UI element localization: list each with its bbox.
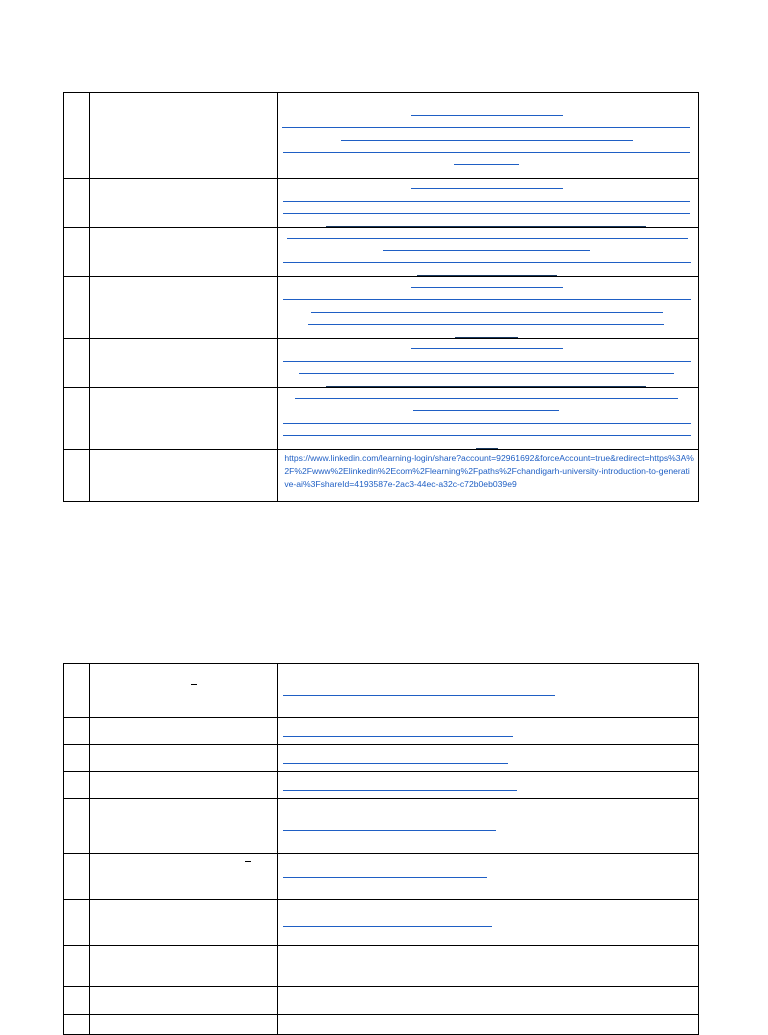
row-number-cell xyxy=(64,987,90,1015)
link-underline[interactable] xyxy=(411,115,563,116)
table-row xyxy=(64,718,699,745)
link-underline[interactable] xyxy=(283,435,691,436)
row-number-cell xyxy=(64,664,90,718)
link-underline[interactable] xyxy=(283,926,492,927)
link-cell[interactable] xyxy=(278,277,699,339)
course-name-cell xyxy=(90,228,278,277)
link-cell[interactable] xyxy=(278,772,699,799)
link-underline[interactable] xyxy=(283,152,690,153)
course-name-cell xyxy=(90,179,278,228)
table-row xyxy=(64,900,699,946)
link-underline[interactable] xyxy=(455,337,518,338)
link-underline[interactable] xyxy=(283,361,691,362)
row-number-cell xyxy=(64,745,90,772)
table-row xyxy=(64,772,699,799)
row-number-cell xyxy=(64,388,90,450)
link-underline[interactable] xyxy=(283,695,555,696)
table-row xyxy=(64,450,699,502)
table-row xyxy=(64,93,699,179)
link-cell[interactable] xyxy=(278,228,699,277)
link-underline[interactable] xyxy=(282,127,690,128)
link-underline[interactable] xyxy=(283,736,513,737)
course-name-cell xyxy=(90,799,278,854)
link-cell xyxy=(278,987,699,1015)
link-underline[interactable] xyxy=(283,299,691,300)
row-number-cell xyxy=(64,93,90,179)
certificate-table-1 xyxy=(63,92,699,502)
row-number-cell xyxy=(64,228,90,277)
course-name-cell xyxy=(90,339,278,388)
link-underline[interactable] xyxy=(411,188,563,189)
table-row xyxy=(64,388,699,450)
table-row xyxy=(64,277,699,339)
link-cell xyxy=(278,946,699,987)
row-number-cell xyxy=(64,946,90,987)
link-underline[interactable] xyxy=(383,250,590,251)
link-underline[interactable] xyxy=(326,386,646,387)
link-cell[interactable] xyxy=(278,179,699,228)
course-name-cell xyxy=(90,277,278,339)
table-row xyxy=(64,799,699,854)
row-number-cell xyxy=(64,339,90,388)
table-row xyxy=(64,228,699,277)
course-name-cell xyxy=(90,946,278,987)
link-cell[interactable] xyxy=(278,900,699,946)
link-underline[interactable] xyxy=(283,830,496,831)
course-name-cell xyxy=(90,854,278,900)
link-underline[interactable] xyxy=(341,140,633,141)
link-underline[interactable] xyxy=(283,877,487,878)
link-cell[interactable] xyxy=(278,339,699,388)
link-cell[interactable] xyxy=(278,854,699,900)
link-underline[interactable] xyxy=(283,213,690,214)
link-cell xyxy=(278,1015,699,1035)
row-number-cell xyxy=(64,900,90,946)
table-row xyxy=(64,745,699,772)
course-name-cell xyxy=(90,772,278,799)
row-number-cell xyxy=(64,1015,90,1035)
dash-mark xyxy=(191,684,197,685)
course-name-cell xyxy=(90,745,278,772)
link-underline[interactable] xyxy=(411,348,563,349)
link-underline[interactable] xyxy=(283,201,690,202)
link-underline[interactable] xyxy=(454,164,519,165)
link-cell[interactable] xyxy=(278,388,699,450)
table-row xyxy=(64,339,699,388)
course-name-cell xyxy=(90,450,278,502)
link-cell[interactable] xyxy=(278,718,699,745)
table-row xyxy=(64,179,699,228)
link-underline[interactable] xyxy=(299,373,674,374)
dash-mark xyxy=(245,861,251,862)
link-underline[interactable] xyxy=(417,275,557,276)
row-number-cell xyxy=(64,179,90,228)
course-name-cell xyxy=(90,900,278,946)
link-cell[interactable] xyxy=(278,450,699,502)
course-name-cell xyxy=(90,1015,278,1035)
certificate-table-2 xyxy=(63,663,699,1035)
course-name-cell xyxy=(90,664,278,718)
table-row xyxy=(64,1015,699,1035)
course-link[interactable]: https://www.linkedin.com/learning-login/share?account=92961692&forceAccount=true&redirect=https%3A%2F%2Fwww%2Elinkedin%2Ecom%2Flearning%2Fpaths%2Fchandigarh-university-introduction-to-generative-ai%3FshareId=4193587e-2ac3-44ec-a32c-c72b0eb039e9 xyxy=(284,453,694,489)
link-underline[interactable] xyxy=(308,324,664,325)
link-underline[interactable] xyxy=(411,287,563,288)
link-underline[interactable] xyxy=(283,262,691,263)
table-row xyxy=(64,946,699,987)
table-row xyxy=(64,987,699,1015)
row-number-cell xyxy=(64,718,90,745)
link-underline[interactable] xyxy=(413,410,559,411)
course-name-cell xyxy=(90,987,278,1015)
row-number-cell xyxy=(64,772,90,799)
row-number-cell xyxy=(64,799,90,854)
link-underline[interactable] xyxy=(295,398,678,399)
row-number-cell xyxy=(64,854,90,900)
row-number-cell xyxy=(64,450,90,502)
link-underline[interactable] xyxy=(283,423,691,424)
table-row xyxy=(64,854,699,900)
course-name-cell xyxy=(90,718,278,745)
link-cell[interactable] xyxy=(278,93,699,179)
course-name-cell xyxy=(90,93,278,179)
link-underline[interactable] xyxy=(287,238,688,239)
link-underline[interactable] xyxy=(476,448,498,449)
link-underline[interactable] xyxy=(311,312,663,313)
link-cell[interactable] xyxy=(278,745,699,772)
link-underline[interactable] xyxy=(326,226,646,227)
link-cell[interactable] xyxy=(278,664,699,718)
table-row xyxy=(64,664,699,718)
link-underline[interactable] xyxy=(283,790,517,791)
link-cell[interactable] xyxy=(278,799,699,854)
course-name-cell xyxy=(90,388,278,450)
row-number-cell xyxy=(64,277,90,339)
link-underline[interactable] xyxy=(283,763,508,764)
